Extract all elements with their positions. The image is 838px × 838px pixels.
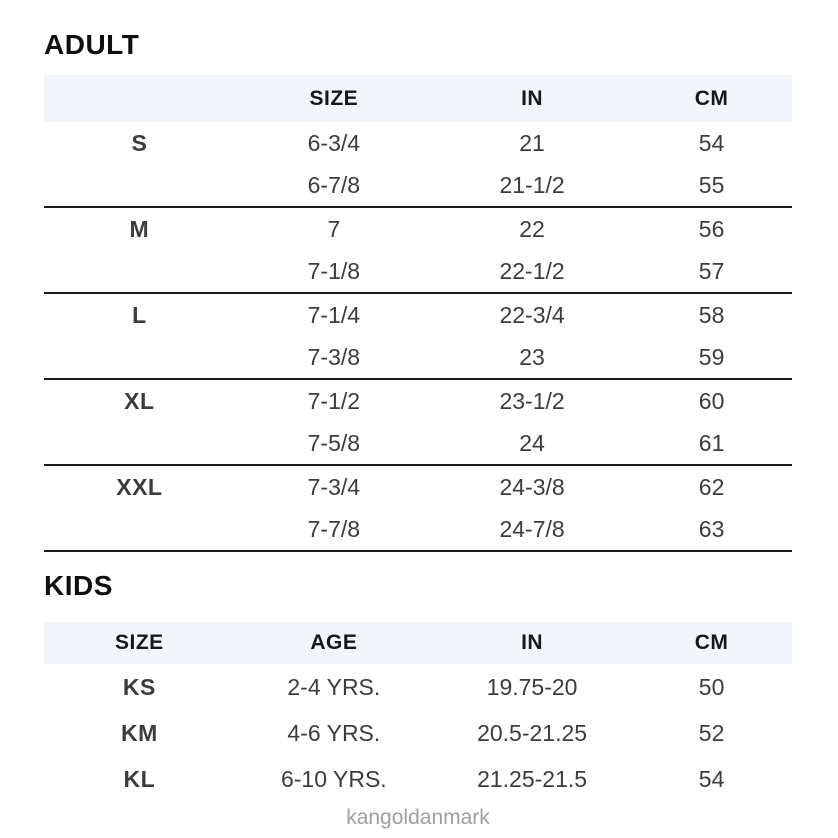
cm-value: 58 [698, 301, 725, 328]
cm-value: 55 [631, 164, 792, 207]
adult-section-title: ADULT [44, 29, 140, 60]
kids-size-row [44, 756, 792, 802]
kids-size-label: KL [123, 765, 156, 792]
adult-size-row [44, 250, 792, 293]
age-range-value: 2-4 YRS. [287, 673, 381, 700]
cm-value: 54 [698, 129, 725, 156]
cm-value: 62 [698, 473, 725, 500]
adult-table-header-row [44, 75, 792, 122]
hat-size-value: 7-1/4 [307, 301, 361, 328]
size-group-label [44, 250, 235, 293]
size-group-label [44, 422, 235, 465]
adult-size-row [44, 122, 792, 164]
adult-size-row [44, 293, 792, 336]
size-group-label: XXL [116, 473, 163, 500]
inches-value: 22-1/2 [433, 250, 631, 293]
size-group-label [44, 508, 235, 551]
adult-size-row [44, 422, 792, 465]
kids-header-cm: CM [631, 622, 792, 664]
kids-table-header-row [44, 622, 792, 664]
hat-size-value: 7-3/4 [307, 473, 361, 500]
inches-value: 22 [519, 215, 545, 242]
size-group-label: L [132, 301, 147, 328]
adult-size-row [44, 465, 792, 508]
kids-size-table [44, 622, 792, 802]
cm-value: 50 [698, 673, 725, 700]
age-range-value: 6-10 YRS. [280, 765, 387, 792]
adult-size-row [44, 379, 792, 422]
inches-value: 21-1/2 [433, 164, 631, 207]
cm-value: 57 [631, 250, 792, 293]
inches-value: 23 [433, 336, 631, 379]
kids-size-row [44, 664, 792, 710]
size-group-label: M [129, 215, 150, 242]
adult-size-row [44, 508, 792, 551]
cm-value: 52 [698, 719, 725, 746]
adult-size-row [44, 336, 792, 379]
cm-value: 60 [698, 387, 725, 414]
cm-value: 61 [631, 422, 792, 465]
hat-size-value: 7-1/2 [307, 387, 361, 414]
age-range-value: 4-6 YRS. [287, 719, 381, 746]
kids-header-size: SIZE [44, 622, 235, 664]
inches-value: 21.25-21.5 [477, 765, 588, 792]
size-group-label: S [131, 129, 148, 156]
kids-header-in: IN [433, 622, 631, 664]
cm-value: 54 [698, 765, 725, 792]
inches-value: 24-7/8 [433, 508, 631, 551]
cm-value: 59 [631, 336, 792, 379]
size-group-label [44, 336, 235, 379]
adult-header-size: SIZE [235, 75, 433, 122]
kids-header-age: AGE [235, 622, 433, 664]
inches-value: 21 [519, 129, 545, 156]
hat-size-value: 7 [327, 215, 341, 242]
inches-value: 20.5-21.25 [477, 719, 588, 746]
adult-size-table [44, 75, 792, 552]
kids-section-title: KIDS [44, 570, 113, 601]
size-group-label: XL [124, 387, 155, 414]
inches-value: 24-3/8 [499, 473, 565, 500]
hat-size-value: 7-1/8 [235, 250, 433, 293]
watermark-text: kangoldanmark [346, 806, 490, 829]
hat-size-value: 7-7/8 [235, 508, 433, 551]
inches-value: 24 [433, 422, 631, 465]
inches-value: 23-1/2 [499, 387, 565, 414]
hat-size-value: 6-7/8 [235, 164, 433, 207]
adult-header-empty-cell [44, 75, 235, 122]
adult-header-in: IN [433, 75, 631, 122]
size-group-label [44, 164, 235, 207]
adult-size-row [44, 164, 792, 207]
inches-value: 22-3/4 [499, 301, 565, 328]
kids-size-label: KS [122, 673, 156, 700]
inches-value: 19.75-20 [486, 673, 578, 700]
kids-size-row [44, 710, 792, 756]
hat-size-value: 7-3/8 [235, 336, 433, 379]
adult-size-row [44, 207, 792, 250]
cm-value: 56 [698, 215, 725, 242]
cm-value: 63 [631, 508, 792, 551]
kids-size-label: KM [120, 719, 158, 746]
hat-size-value: 7-5/8 [235, 422, 433, 465]
adult-header-cm: CM [631, 75, 792, 122]
hat-size-value: 6-3/4 [307, 129, 361, 156]
